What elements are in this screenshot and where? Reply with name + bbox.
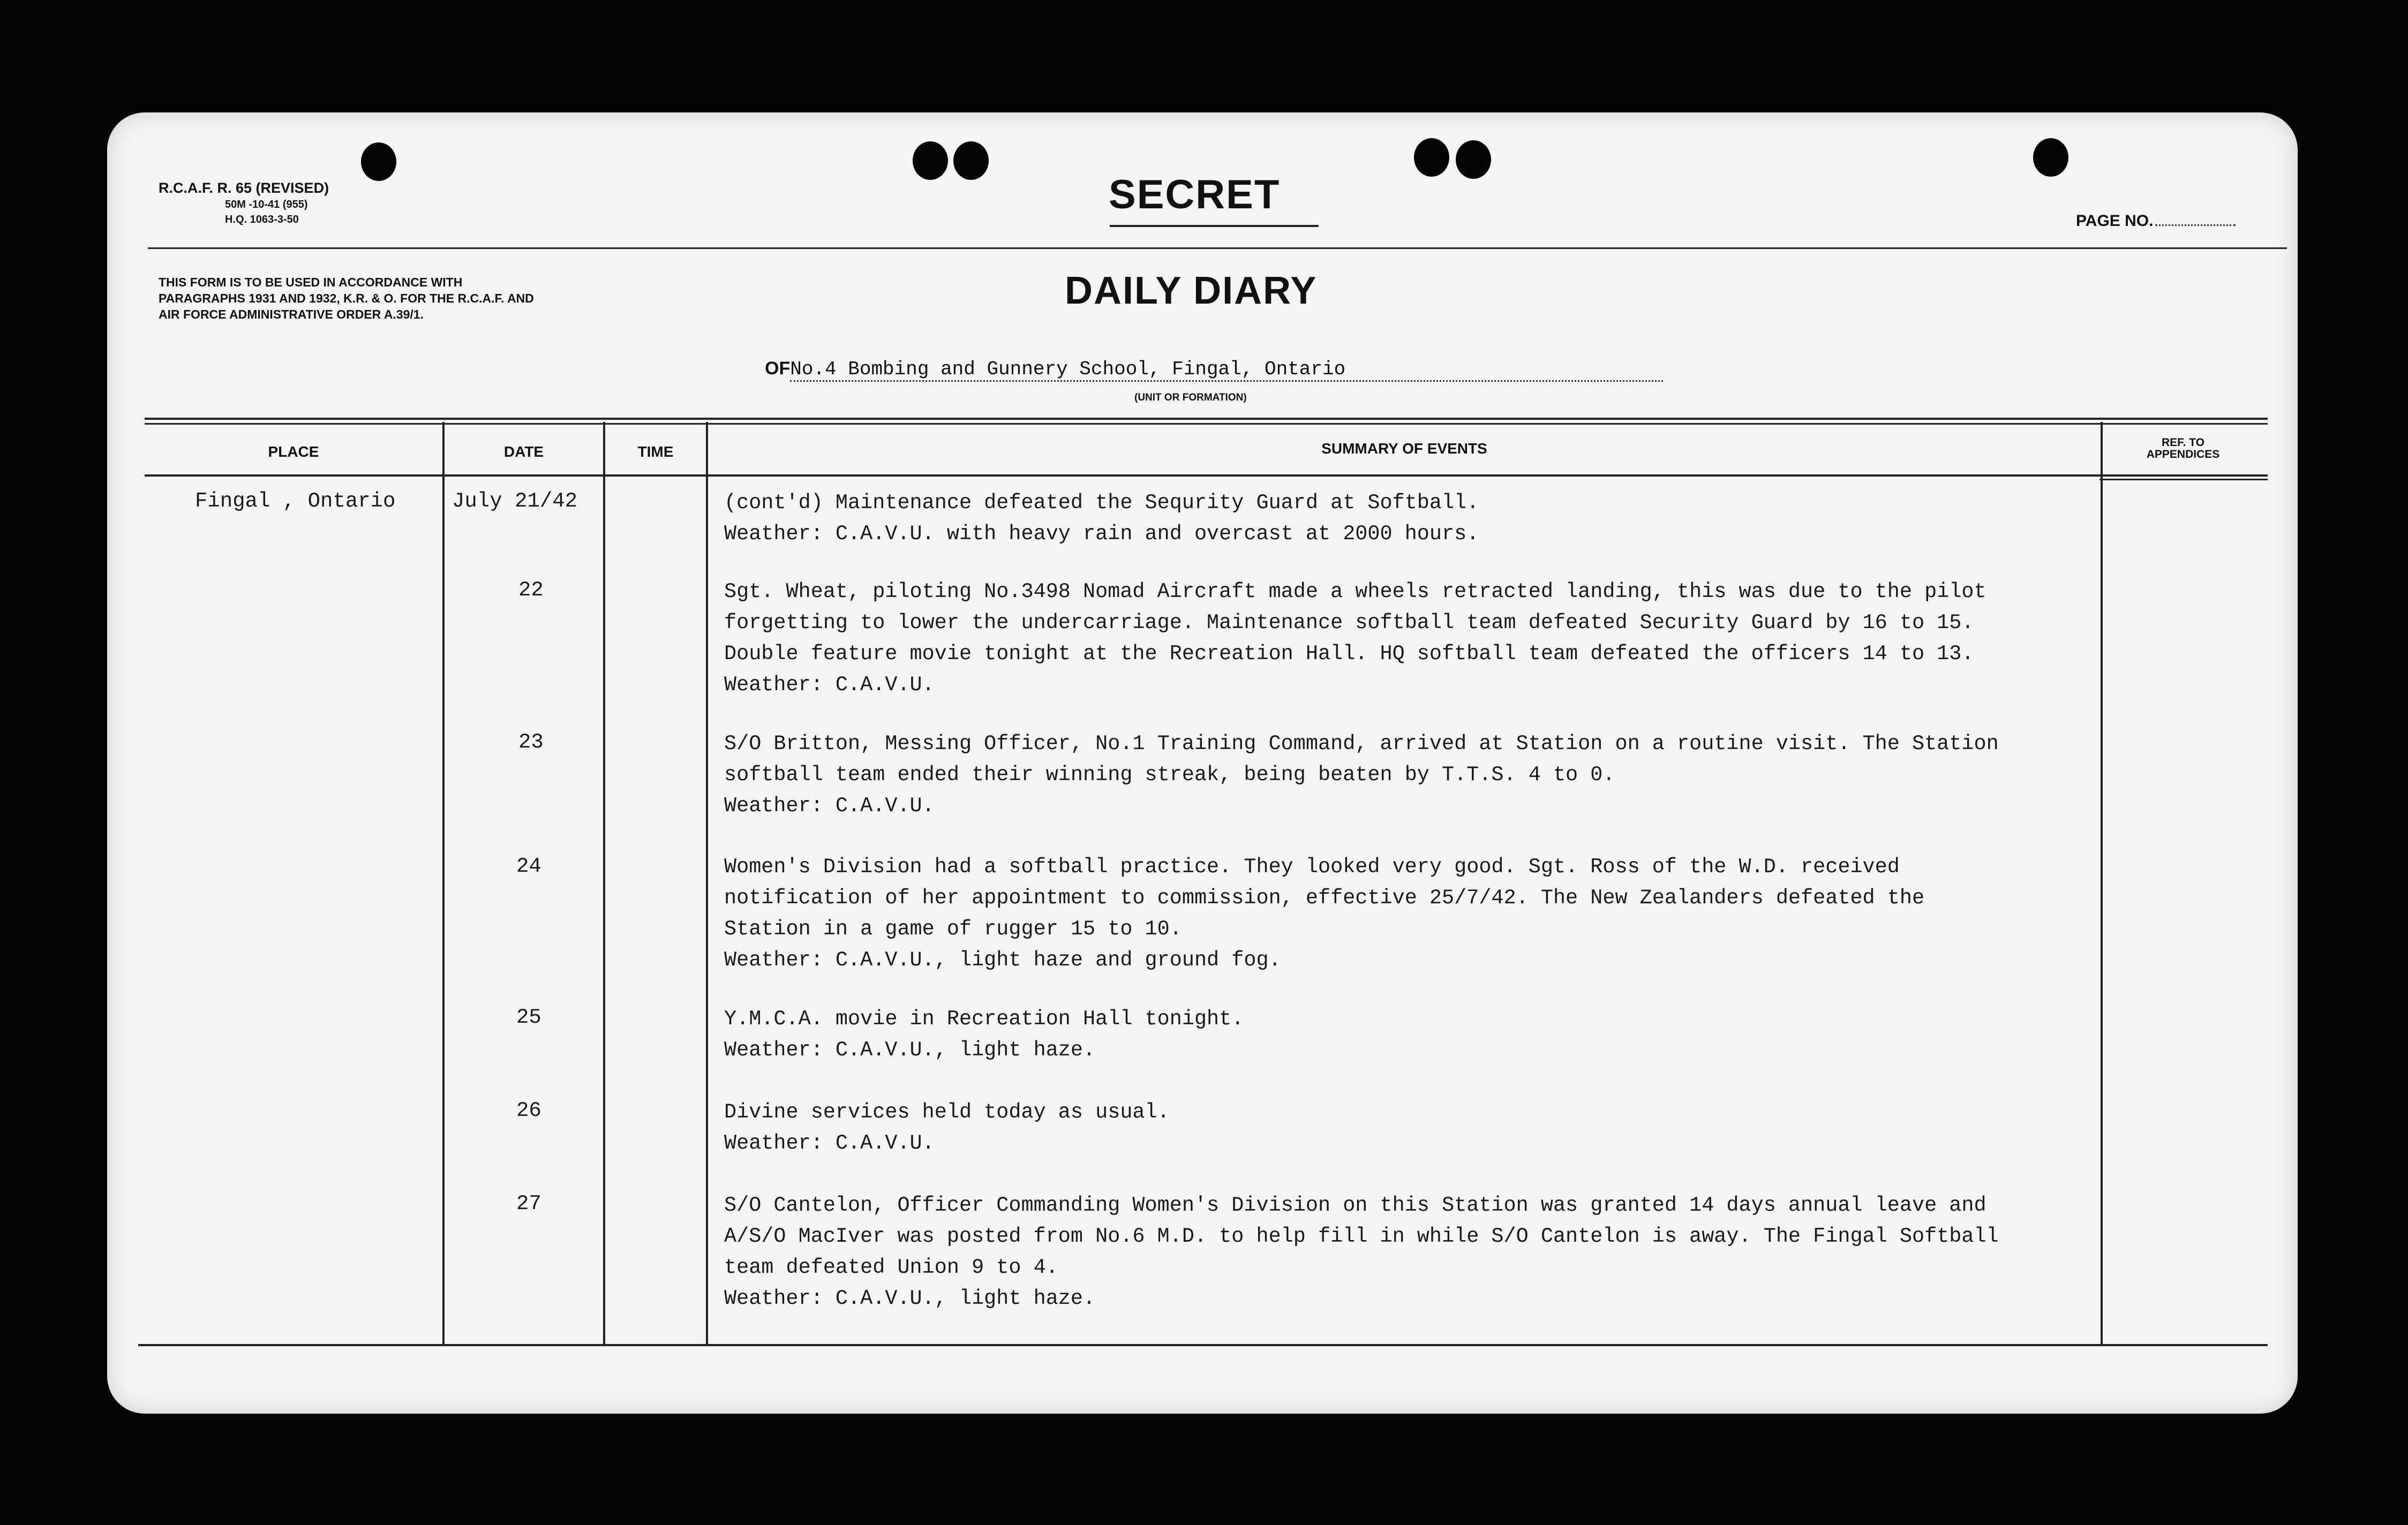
form-number <box>159 179 329 227</box>
entry-line: S/O Britton, Messing Officer, No.1 Training Command, arrived at Station on a routine visit. The Station <box>724 732 1999 756</box>
diary-page <box>107 112 2298 1414</box>
punch-hole <box>1456 140 1491 179</box>
entry-date: July 21/42 <box>452 489 578 513</box>
entry-line: Station in a game of rugger 15 to 10. <box>724 917 1182 941</box>
entry-summary <box>724 851 2101 976</box>
table-header-rule-2 <box>2100 479 2268 480</box>
entry-date: 25 <box>516 1006 541 1029</box>
form-number-line1: R.C.A.F. R. 65 (REVISED) <box>159 180 329 196</box>
entry-summary <box>724 728 2101 821</box>
column-header-time: TIME <box>637 443 674 460</box>
entry-line: forgetting to lower the undercarriage. Maintenance softball team defeated Security Guard by 16 to 15. <box>724 611 1974 635</box>
entry-line: Double feature movie tonight at the Recreation Hall. HQ softball team defeated the officers 14 to 13. <box>724 642 1974 666</box>
entry-date: 26 <box>516 1099 541 1122</box>
column-header-ref <box>2103 437 2263 460</box>
entry-summary <box>724 487 2101 549</box>
place-value: Fingal , Ontario <box>195 489 396 513</box>
entry-line: A/S/O MacIver was posted from No.6 M.D. to help fill in while S/O Cantelon is away. The Fingal Softball <box>724 1225 1999 1248</box>
unit-value: No.4 Bombing and Gunnery School, Fingal, Ontario <box>790 358 1663 382</box>
entry-line: Weather: C.A.V.U. <box>724 673 935 697</box>
form-number-line3: H.Q. 1063-3-50 <box>225 214 299 225</box>
table-bottom-rule <box>138 1344 2268 1346</box>
entry-line: Weather: C.A.V.U., light haze. <box>724 1038 1096 1062</box>
punch-hole <box>2033 138 2068 177</box>
column-divider-place <box>442 422 445 1344</box>
punch-hole <box>953 141 989 180</box>
entry-summary <box>724 1003 2101 1066</box>
page-number-label: PAGE NO. <box>2076 212 2154 230</box>
entry-date: 22 <box>518 578 544 602</box>
column-divider-time <box>706 422 708 1344</box>
page-number-field <box>2076 212 2236 230</box>
column-header-place: PLACE <box>268 443 319 460</box>
unit-caption: (UNIT OR FORMATION) <box>1134 392 1247 403</box>
entry-line: S/O Cantelon, Officer Commanding Women's Division on this Station was granted 14 days annual leave and <box>724 1194 1986 1217</box>
header-rule <box>148 247 2287 249</box>
entry-line: (cont'd) Maintenance defeated the Sequrity Guard at Softball. <box>724 491 1479 515</box>
entry-summary <box>724 576 2101 700</box>
column-divider-date <box>603 422 605 1344</box>
punch-hole <box>913 141 948 180</box>
unit-field <box>765 357 1663 382</box>
entry-line: Weather: C.A.V.U., light haze. <box>724 1287 1096 1310</box>
table-top-rule <box>145 418 2268 420</box>
column-header-ref-line1: REF. TO <box>2161 436 2205 449</box>
table-header-rule <box>145 474 2268 477</box>
diary-title: DAILY DIARY <box>1065 269 1318 312</box>
entry-line: Women's Division had a softball practice. They looked very good. Sgt. Ross of the W.D. received <box>724 855 1900 879</box>
entry-date: 24 <box>516 855 541 878</box>
entry-line: Weather: C.A.V.U. <box>724 794 935 818</box>
entry-line: Divine services held today as usual. <box>724 1100 1170 1124</box>
entry-line: Weather: C.A.V.U. <box>724 1131 935 1155</box>
entry-line: softball team ended their winning streak, being beaten by T.T.S. 4 to 0. <box>724 763 1615 787</box>
table-top-rule-2 <box>145 423 2268 425</box>
entry-date: 27 <box>516 1192 541 1216</box>
entry-date: 23 <box>518 730 544 754</box>
classification-underline <box>1110 225 1319 227</box>
column-header-date: DATE <box>503 443 544 460</box>
entry-line: notification of her appointment to commission, effective 25/7/42. The New Zealanders defeated the <box>724 886 1925 910</box>
entry-line: Sgt. Wheat, piloting No.3498 Nomad Aircraft made a wheels retracted landing, this was due to the pilot <box>724 580 1986 603</box>
punch-hole <box>361 142 396 181</box>
instruction-note: THIS FORM IS TO BE USED IN ACCORDANCE WITH PARAGRAPHS 1931 AND 1932, K.R. & O. FOR THE R.C.A.F. AND AIR FORCE ADMINISTRATIVE ORDER A.39/1. <box>159 275 534 321</box>
unit-of-label: OF <box>765 358 791 379</box>
entry-line: Weather: C.A.V.U., light haze and ground fog. <box>724 948 1281 972</box>
entry-line: Weather: C.A.V.U. with heavy rain and overcast at 2000 hours. <box>724 522 1479 546</box>
entry-summary <box>724 1097 2101 1159</box>
entry-summary <box>724 1190 2101 1314</box>
form-number-line2: 50M -10-41 (955) <box>225 199 308 210</box>
column-header-ref-line2: APPENDICES <box>2146 448 2220 460</box>
column-divider-summary <box>2101 422 2103 1344</box>
classification-heading: SECRET <box>1109 172 1281 217</box>
punch-hole <box>1414 138 1449 177</box>
entry-line: team defeated Union 9 to 4. <box>724 1256 1058 1279</box>
entry-line: Y.M.C.A. movie in Recreation Hall tonight. <box>724 1007 1244 1031</box>
column-header-summary: SUMMARY OF EVENTS <box>1321 440 1487 457</box>
